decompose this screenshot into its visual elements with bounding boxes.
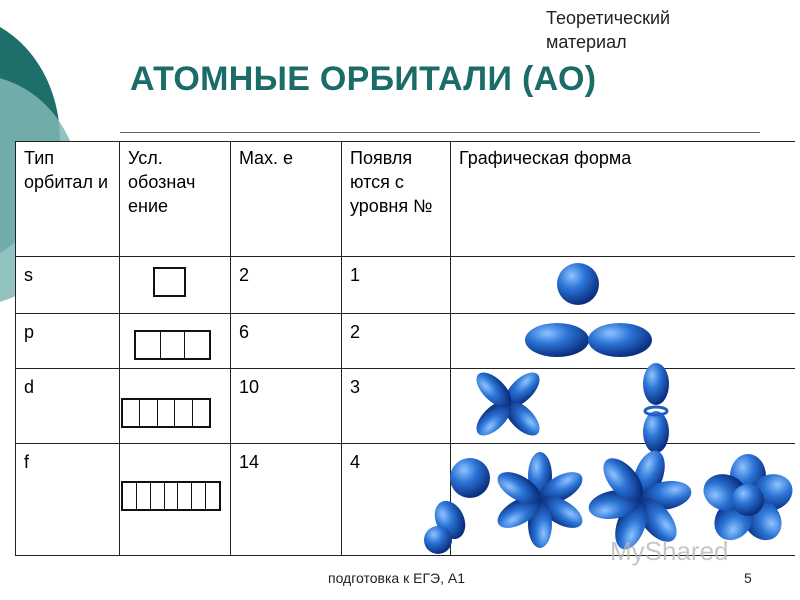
p-orbital-icon [525,323,652,357]
header-notation: Усл. обознач ение [120,142,231,257]
page-number: 5 [744,570,752,586]
cell-type: p [16,314,120,369]
header-type: Тип орбитал и [16,142,120,257]
cell-level: 2 [342,314,451,369]
cell-max-e: 10 [231,369,342,444]
cell-max-e: 6 [231,314,342,369]
topic-line-2: материал [546,32,627,52]
header-level: Появля ются с уровня № [342,142,451,257]
d-orbital-clover-icon [471,367,546,442]
cell-level: 1 [342,257,451,314]
watermark-text: MyShared [610,536,729,566]
footer-text: подготовка к ЕГЭ, А1 [328,570,465,586]
cell-max-e: 14 [231,444,342,556]
cell-type: s [16,257,120,314]
d-orbital-dz2-icon [643,363,669,453]
page-title: АТОМНЫЕ ОРБИТАЛИ (АО) [130,60,597,98]
header-max-e: Max. e [231,142,342,257]
f-orbital-2-icon [492,452,587,548]
cell-level: 4 [342,444,451,556]
cell-type: d [16,369,120,444]
s-orbital-icon [557,263,599,305]
f-orbital-1-icon [424,458,490,554]
topic-line-1: Теоретический [546,8,671,28]
cell-max-e: 2 [231,257,342,314]
header-shape: Графическая форма [451,142,796,257]
f-orbital-4-icon [699,454,798,548]
cell-type: f [16,444,120,556]
cell-level: 3 [342,369,451,444]
